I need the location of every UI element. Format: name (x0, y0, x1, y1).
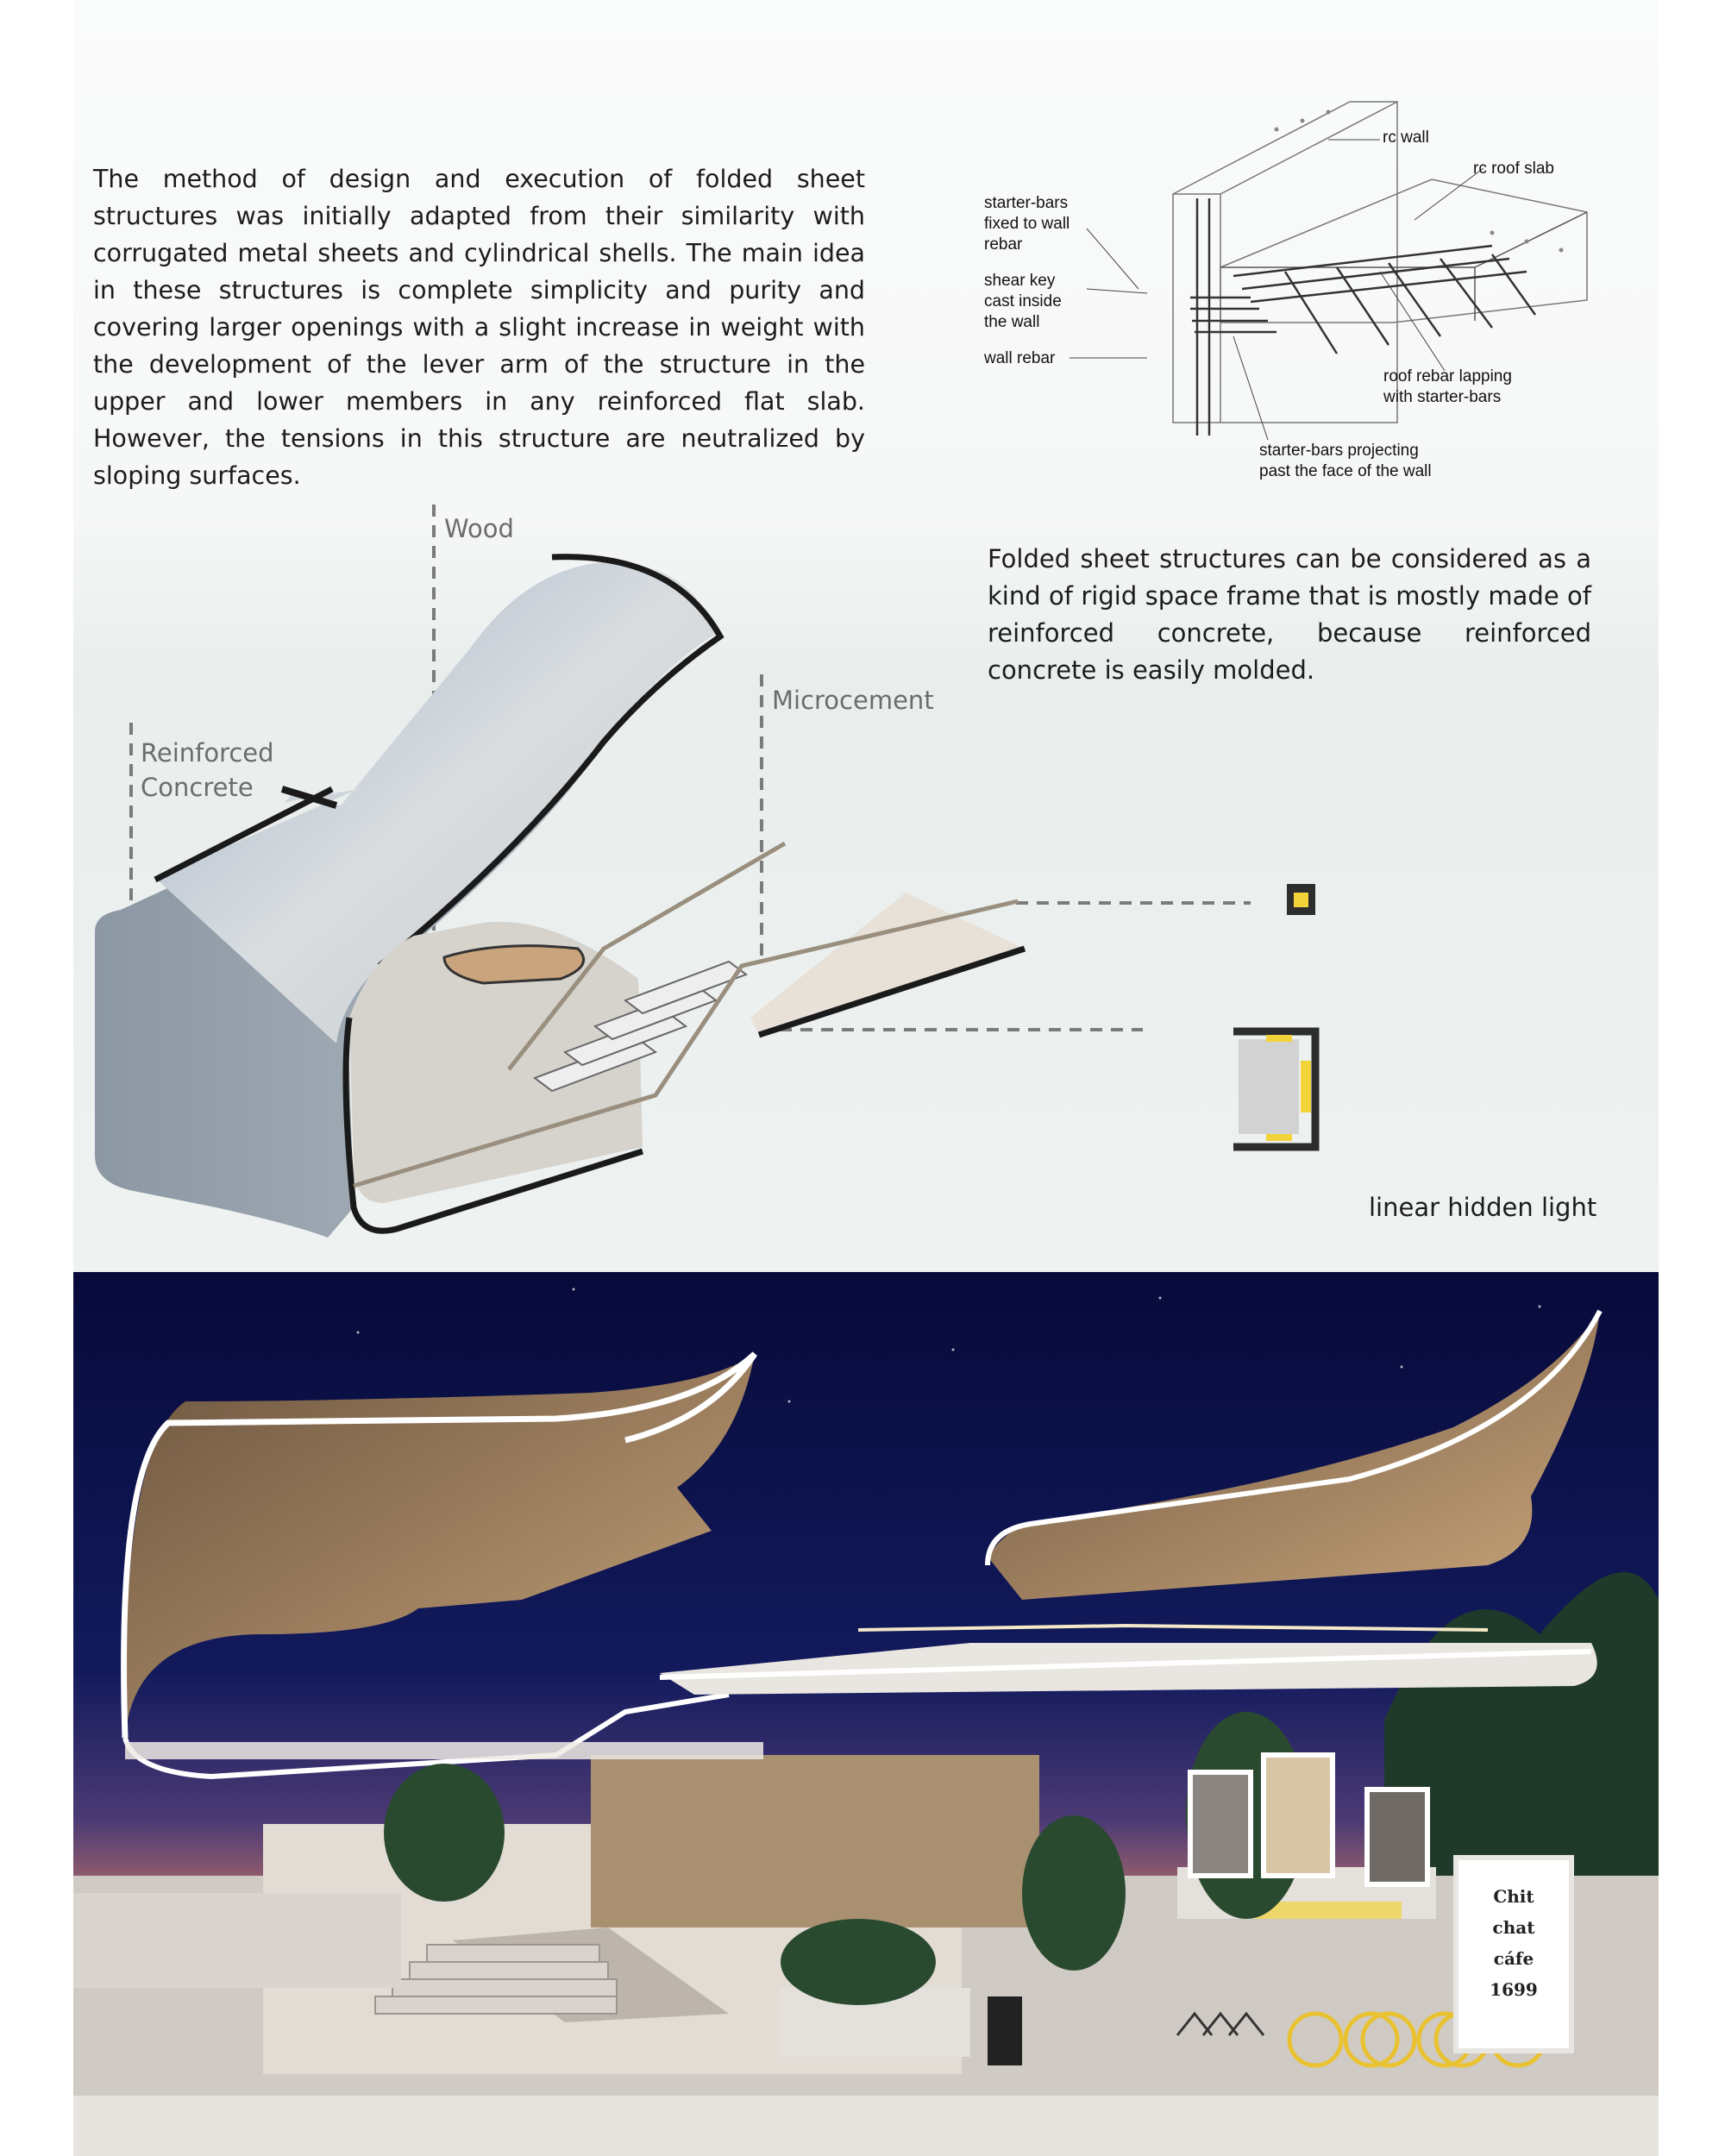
label-wood: Wood (444, 514, 514, 543)
label-microcement: Microcement (772, 686, 934, 715)
cafe-sign-line-4: 1699 (1490, 1979, 1538, 2000)
label-shear-key-line1: shear key (984, 272, 1056, 290)
label-rc-roof-slab: rc roof slab (1473, 160, 1554, 178)
label-reinforced-line1: Reinforced (141, 738, 274, 768)
night-render-drawing (73, 1272, 1659, 2156)
linear-hidden-light-caption: linear hidden light (1369, 1193, 1597, 1222)
intro-paragraph: The method of design and execution of folded sheet structures was initially adapted from their similarity with corrugated metal sheets and cylindrical shells. The main idea in these structures is complete simplicity and purity and covering larger openings with a slight increase in weight with the development of the lever arm of the structure in the upper and lower members in any reinforced flat slab. However, the tensions in this structure are neutralized by sloping surfaces. (93, 165, 865, 490)
label-starter-bars-line1: starter-bars (984, 194, 1069, 212)
label-roof-rebar-line2: with starter-bars (1383, 388, 1502, 406)
cafe-sign-line-2: chat (1492, 1917, 1535, 1938)
label-starter-bars-line2: fixed to wall (984, 215, 1070, 233)
label-starter-bars-line3: rebar (984, 235, 1023, 254)
label-starter-proj-line1: starter-bars projecting (1259, 442, 1419, 460)
space-frame-paragraph: Folded sheet structures can be considered as a kind of rigid space frame that is mostly made of reinforced concrete, because reinforced concrete is easily molded. (988, 544, 1591, 685)
label-rc-wall: rc wall (1383, 128, 1429, 147)
label-roof-rebar-line1: roof rebar lapping (1383, 367, 1512, 385)
label-wall-rebar: wall rebar (984, 349, 1056, 367)
cafe-sign-line-1: Chit (1493, 1886, 1534, 1907)
label-starter-proj-line2: past the face of the wall (1259, 462, 1432, 480)
cafe-sign-line-3: cáfe (1493, 1948, 1534, 1969)
label-shear-key-line2: cast inside (984, 292, 1062, 310)
label-shear-key-line3: the wall (984, 313, 1040, 331)
night-render (73, 1272, 1659, 2156)
label-reinforced-line2: Concrete (141, 773, 254, 802)
cafe-sign (1453, 1855, 1574, 2053)
